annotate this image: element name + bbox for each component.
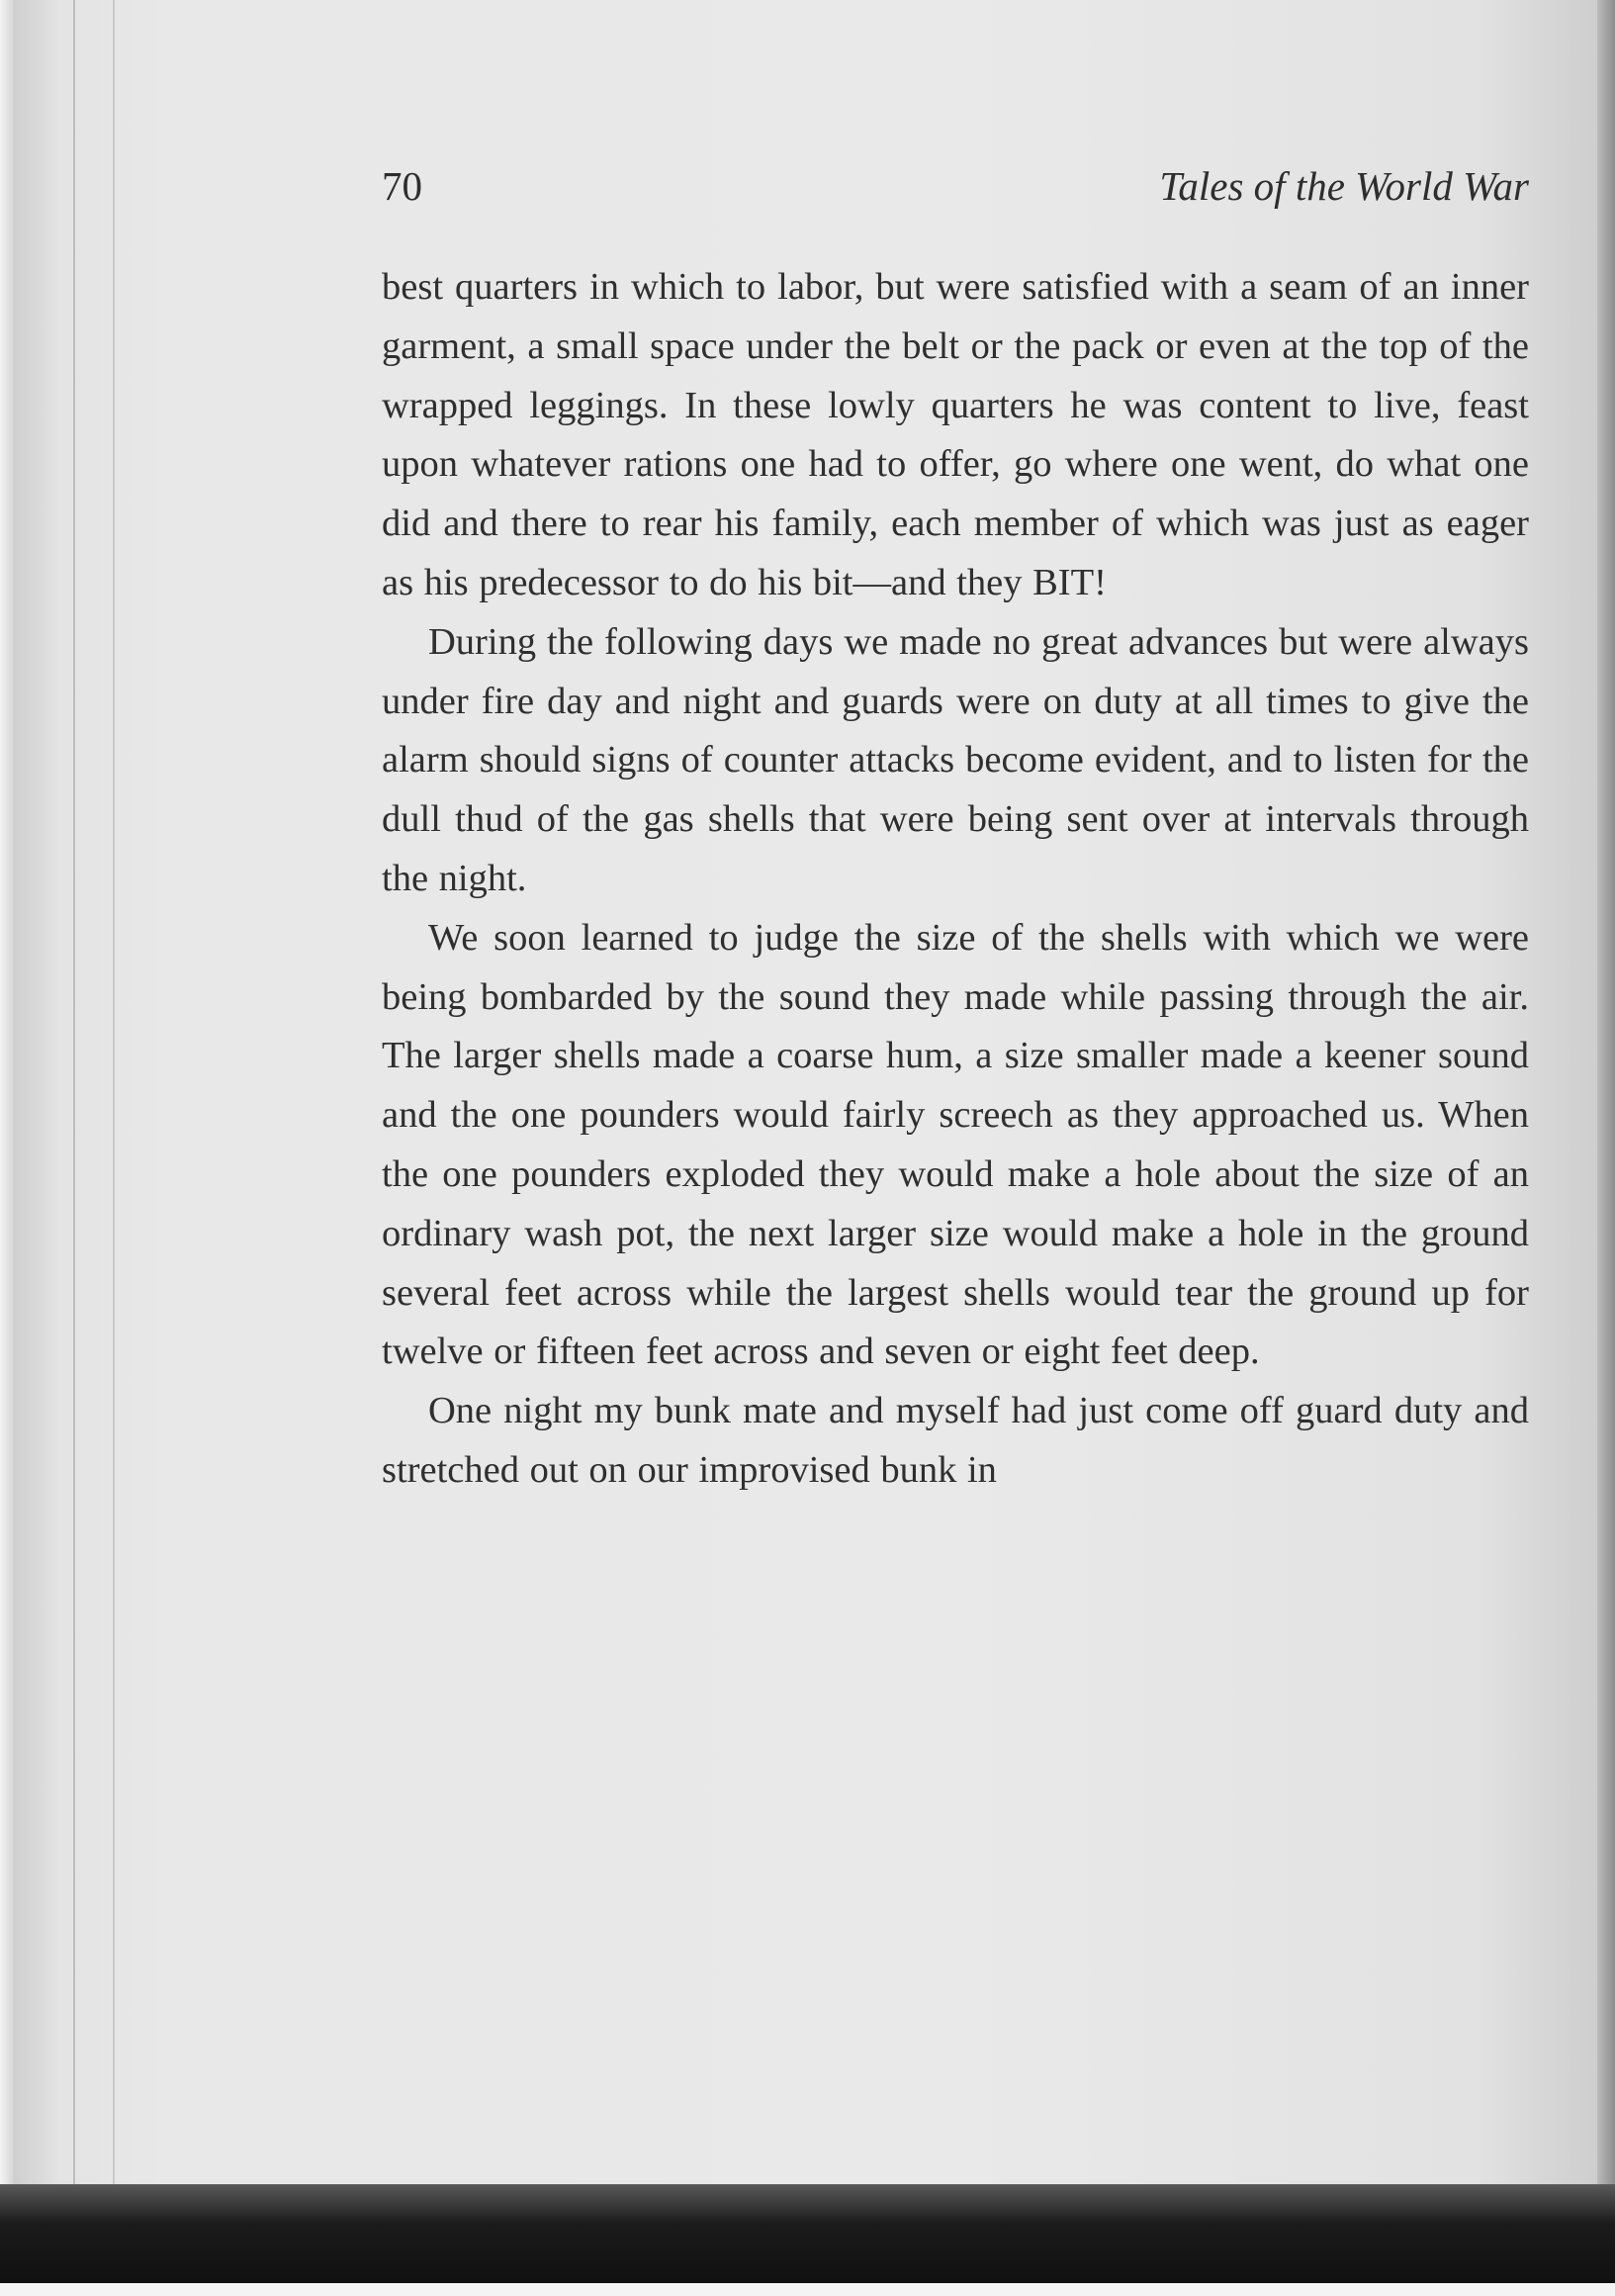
body-text — [382, 258, 1529, 1501]
scan-left-margin — [0, 0, 14, 2198]
running-title: Tales of the World War — [1159, 163, 1529, 209]
paragraph: We soon learned to judge the size of the shells with which we were being bombarded by the sound they made while passing through the air. The larger shells made a coarse hum, a size smaller made a keener sound and the one pounders would fairly screech as they approached us. When the one pounders exploded they would make a hole about the size of an ordinary wash pot, the next larger size would make a hole in the ground several feet across while the largest shells would tear the ground up for twelve or fifteen feet across and seven or eight feet deep. — [382, 916, 1529, 1373]
binding-crease — [73, 0, 75, 2198]
page-edge-shadow — [1597, 0, 1615, 2198]
binding-crease-inner — [113, 0, 115, 2198]
scan-bottom-margin — [0, 2283, 1615, 2296]
scan-bottom-shadow — [0, 2184, 1615, 2283]
page-header — [382, 158, 1529, 214]
paragraph: During the following days we made no great advances but were always under fire day and night and guards were on duty at all times to give the alarm should signs of counter attacks become evident, and to listen for the dull thud of the gas shells that were being sent over at intervals through the night. — [382, 620, 1529, 899]
page-number: 70 — [382, 163, 422, 209]
paragraph: One night my bunk mate and myself had just come off guard duty and stretched out on our improvised bunk in — [382, 1390, 1529, 1491]
paragraph-continued: best quarters in which to labor, but were satisfied with a seam of an inner garment, a small space under the belt or the pack or even at the top of the wrapped leggings. In these lowly quarters he was content to live, feast upon whatever rations one had to offer, go where one went, do what one did and there to rear his family, each member of which was just as eager as his predecessor to do his bit—and they BIT! — [382, 266, 1529, 603]
